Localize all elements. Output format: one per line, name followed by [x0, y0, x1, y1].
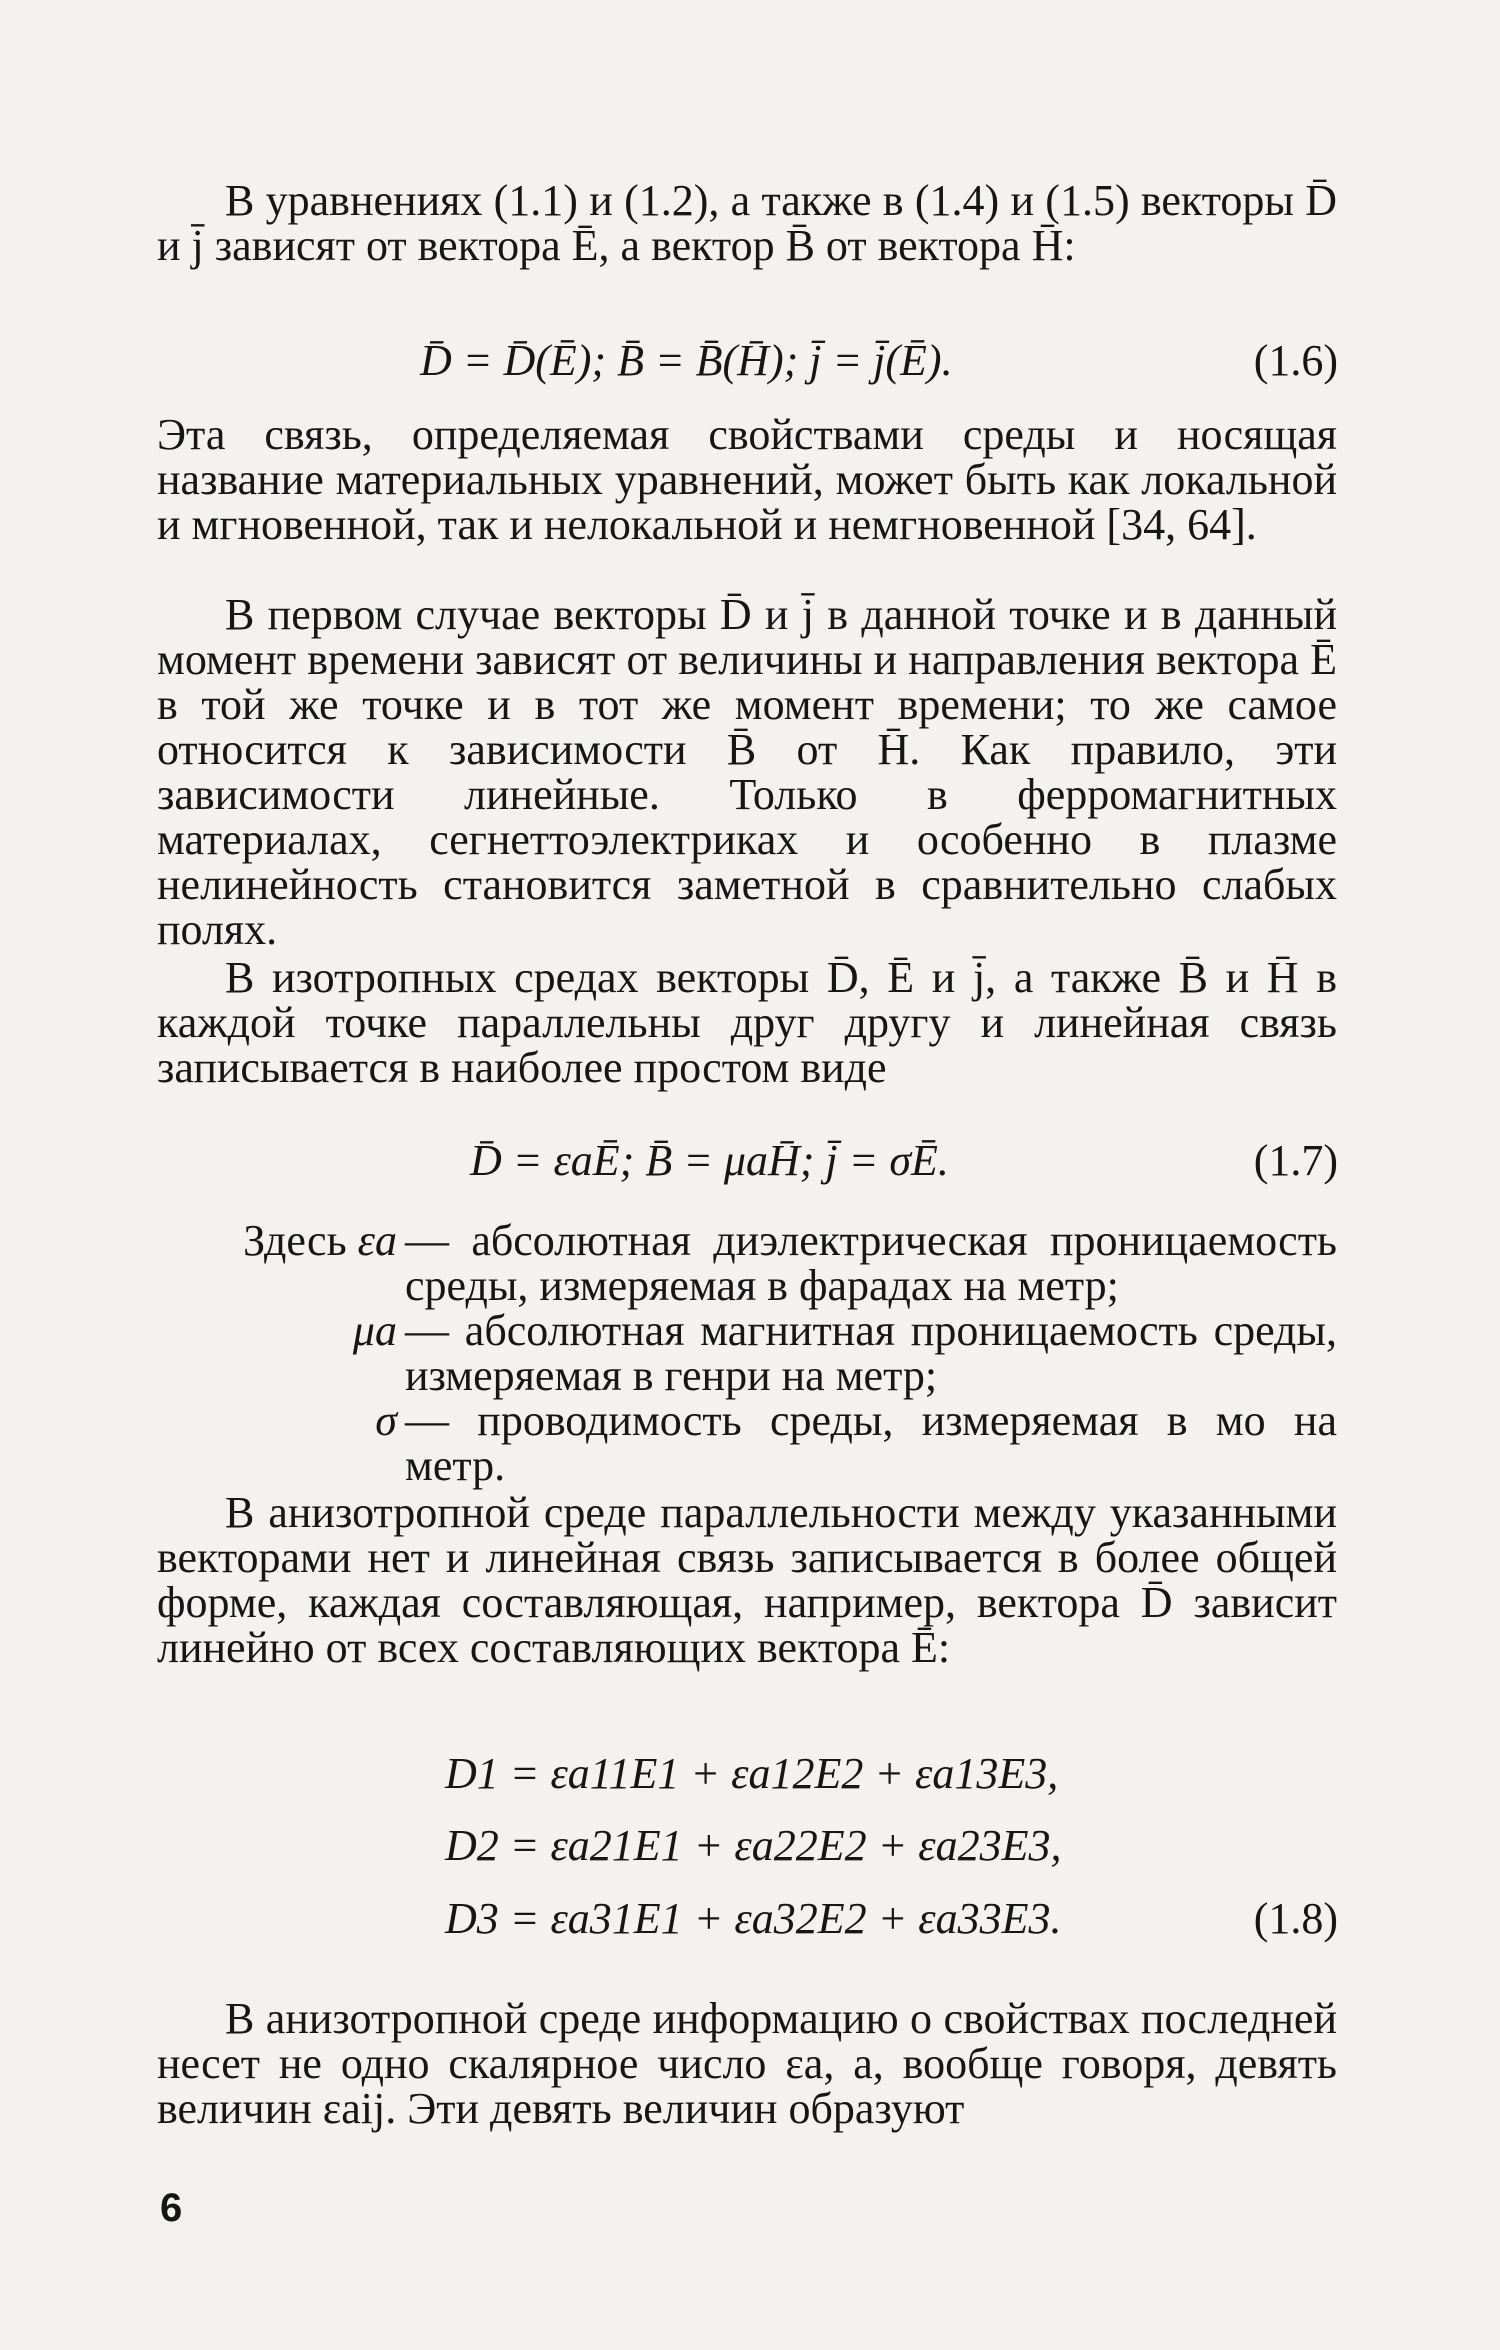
definition-epsilon-text: — абсолютная диэлектрическая проницаемость среды, измеряемая в фарадах на метр; — [405, 1216, 1337, 1310]
definition-epsilon-symbol: εa — [357, 1216, 397, 1265]
symbol-definitions — [157, 1218, 1337, 1488]
definition-sigma-text: — проводимость среды, измеряемая в мо на метр. — [405, 1396, 1337, 1490]
paragraph-3-text: В первом случае векторы D̄ и j̄ в данной точке и в данный момент времени зависят от величины и направления вектора Ē в той же точке и в тот же момент времени; то же самое относится к зависимости B̄ от H̄. Как правило, эти зависимости линейные. Только в ферромагнитных материалах, сегнеттоэлектриках и особенно в плазме нелинейность становится заметной в сравнительно слабых полях. — [157, 590, 1337, 954]
paragraph-6-text: В анизотропной среде информацию о свойствах последней несет не одно скалярное число εa, а, вообще говоря, девять величин εaij. Эти девять величин образуют — [157, 1994, 1337, 2133]
paragraph-5 — [157, 1490, 1337, 1670]
page-number: 6 — [160, 2186, 183, 2230]
definition-epsilon — [157, 1218, 1337, 1308]
paragraph-1-text: В уравнениях (1.1) и (1.2), а также в (1.4) и (1.5) векторы D̄ и j̄ зависят от вектора Ē, а вектор B̄ от вектора H̄: — [157, 176, 1337, 270]
paragraph-1 — [157, 178, 1337, 268]
paragraph-5-text: В анизотропной среде параллельности между указанными векторами нет и линейная связь записывается в более общей форме, каждая составляющая, например, вектора D̄ зависит линейно от всех составляющих вектора Ē: — [157, 1488, 1337, 1672]
definition-mu-symbol: μa — [352, 1306, 397, 1355]
equation-1-7-number: (1.7) — [1253, 1136, 1338, 1185]
equation-1-7: D̄ = εaĒ; B̄ = μaH̄; j̄ = σĒ. — [470, 1136, 949, 1185]
paragraph-3 — [157, 592, 1337, 952]
equation-1-8-line-1: D1 = εa11E1 + εa12E2 + εa13E3, — [445, 1749, 1059, 1798]
definition-sigma-symbol: σ — [375, 1396, 397, 1445]
equation-1-8-line-3: D3 = εa31E1 + εa32E2 + εa33E3. — [445, 1894, 1062, 1943]
definitions-lead: Здесь — [243, 1216, 347, 1265]
paragraph-2 — [157, 412, 1337, 547]
definition-sigma — [157, 1398, 1337, 1488]
equation-1-6: D̄ = D̄(Ē); B̄ = B̄(H̄); j̄ = j̄(Ē). — [420, 336, 953, 385]
paragraph-4 — [157, 955, 1337, 1090]
definition-mu — [157, 1308, 1337, 1398]
paragraph-4-text: В изотропных средах векторы D̄, Ē и j̄, а также B̄ и H̄ в каждой точке параллельны друг другу и линейная связь записывается в наиболее простом виде — [157, 953, 1337, 1092]
paragraph-6 — [157, 1996, 1337, 2131]
equation-1-8-line-2: D2 = εa21E1 + εa22E2 + εa23E3, — [445, 1821, 1062, 1870]
definition-mu-text: — абсолютная магнитная проницаемость среды, измеряемая в генри на метр; — [405, 1306, 1337, 1400]
paragraph-2-text: Эта связь, определяемая свойствами среды и носящая название материальных уравнений, может быть как локальной и мгновенной, так и нелокальной и немгновенной [34, 64]. — [157, 410, 1337, 549]
equation-1-8-number: (1.8) — [1253, 1894, 1338, 1943]
equation-1-6-number: (1.6) — [1253, 336, 1338, 385]
